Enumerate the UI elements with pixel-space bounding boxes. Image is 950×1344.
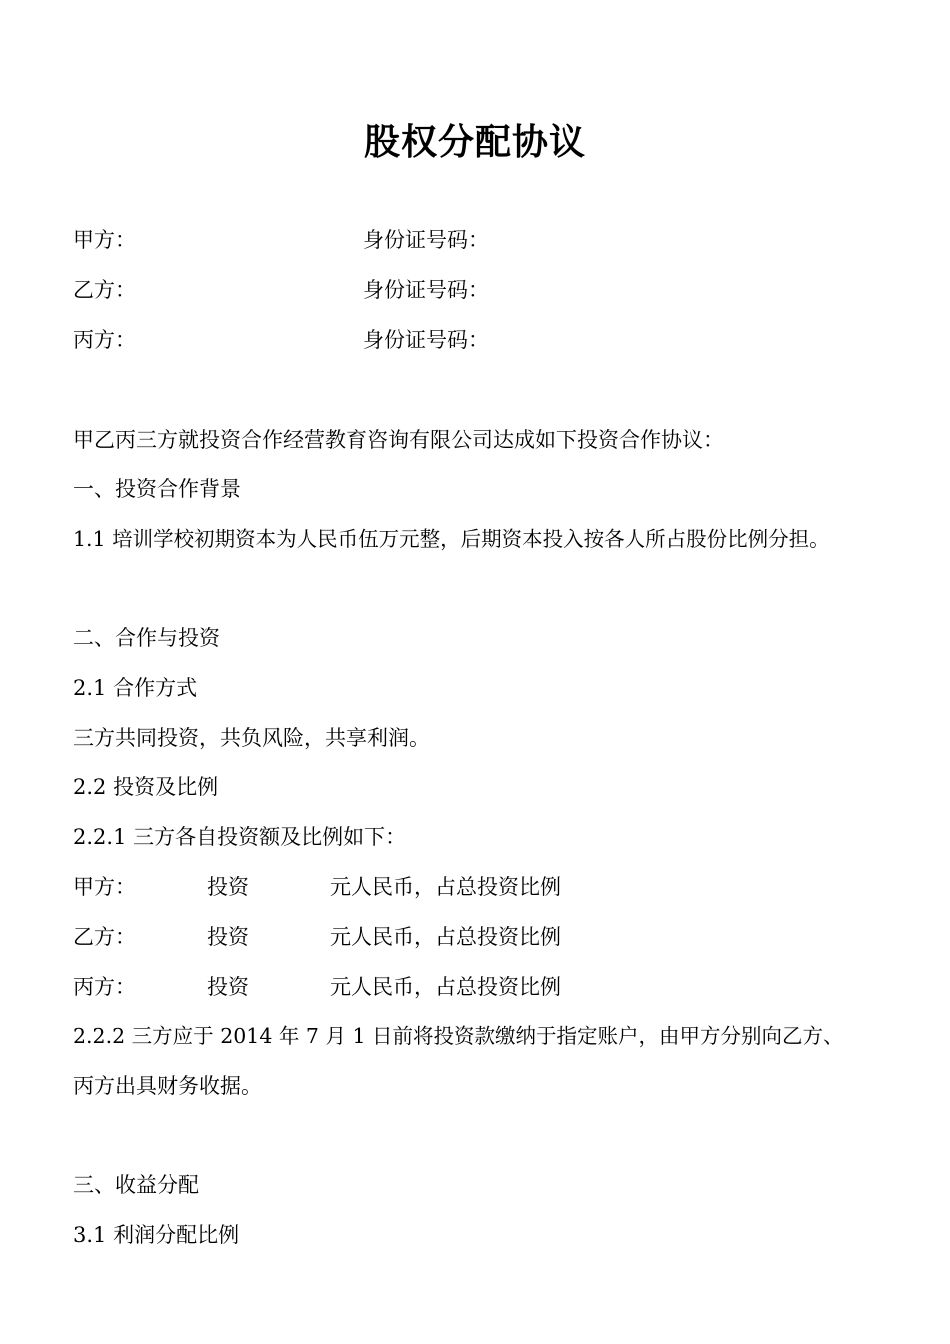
investment-b-unit: 元人民币，占总投资比例 xyxy=(330,925,561,949)
investment-c-unit: 元人民币，占总投资比例 xyxy=(330,975,561,999)
investment-c-invest: 投资 xyxy=(207,975,249,999)
intro-paragraph: 甲乙丙三方就投资合作经营教育咨询有限公司达成如下投资合作协议： xyxy=(73,428,724,452)
investment-b-invest: 投资 xyxy=(207,925,249,949)
clause-2-2-2-line1: 2.2.2 三方应于 2014 年 7 月 1 日前将投资款缴纳于指定账户，由甲方分别向乙方、 xyxy=(73,1024,844,1048)
clause-2-2-1: 2.2.1 三方各自投资额及比例如下： xyxy=(73,825,407,849)
party-a-id-label: 身份证号码： xyxy=(363,228,489,252)
section-3-heading: 三、收益分配 xyxy=(73,1173,199,1197)
investment-a-unit: 元人民币，占总投资比例 xyxy=(330,875,561,899)
clause-1-1: 1.1 培训学校初期资本为人民币伍万元整，后期资本投入按各人所占股份比例分担。 xyxy=(73,527,830,551)
document-title: 股权分配协议 xyxy=(363,121,586,163)
party-b-id-label: 身份证号码： xyxy=(363,278,489,302)
clause-2-1-heading: 2.1 合作方式 xyxy=(73,676,198,700)
section-1-heading: 一、投资合作背景 xyxy=(73,477,241,501)
clause-2-2-2-line2: 丙方出具财务收据。 xyxy=(73,1074,262,1098)
investment-party-c: 丙方： xyxy=(73,975,136,999)
clause-2-1-text: 三方共同投资，共负风险，共享利润。 xyxy=(73,726,430,750)
party-a-label: 甲方： xyxy=(73,228,136,252)
clause-2-2-heading: 2.2 投资及比例 xyxy=(73,775,219,799)
party-b-label: 乙方： xyxy=(73,278,136,302)
section-2-heading: 二、合作与投资 xyxy=(73,626,220,650)
clause-3-1-heading: 3.1 利润分配比例 xyxy=(73,1223,240,1247)
party-c-label: 丙方： xyxy=(73,328,136,352)
investment-party-a: 甲方： xyxy=(73,875,136,899)
investment-a-invest: 投资 xyxy=(207,875,249,899)
investment-party-b: 乙方： xyxy=(73,925,136,949)
party-c-id-label: 身份证号码： xyxy=(363,328,489,352)
